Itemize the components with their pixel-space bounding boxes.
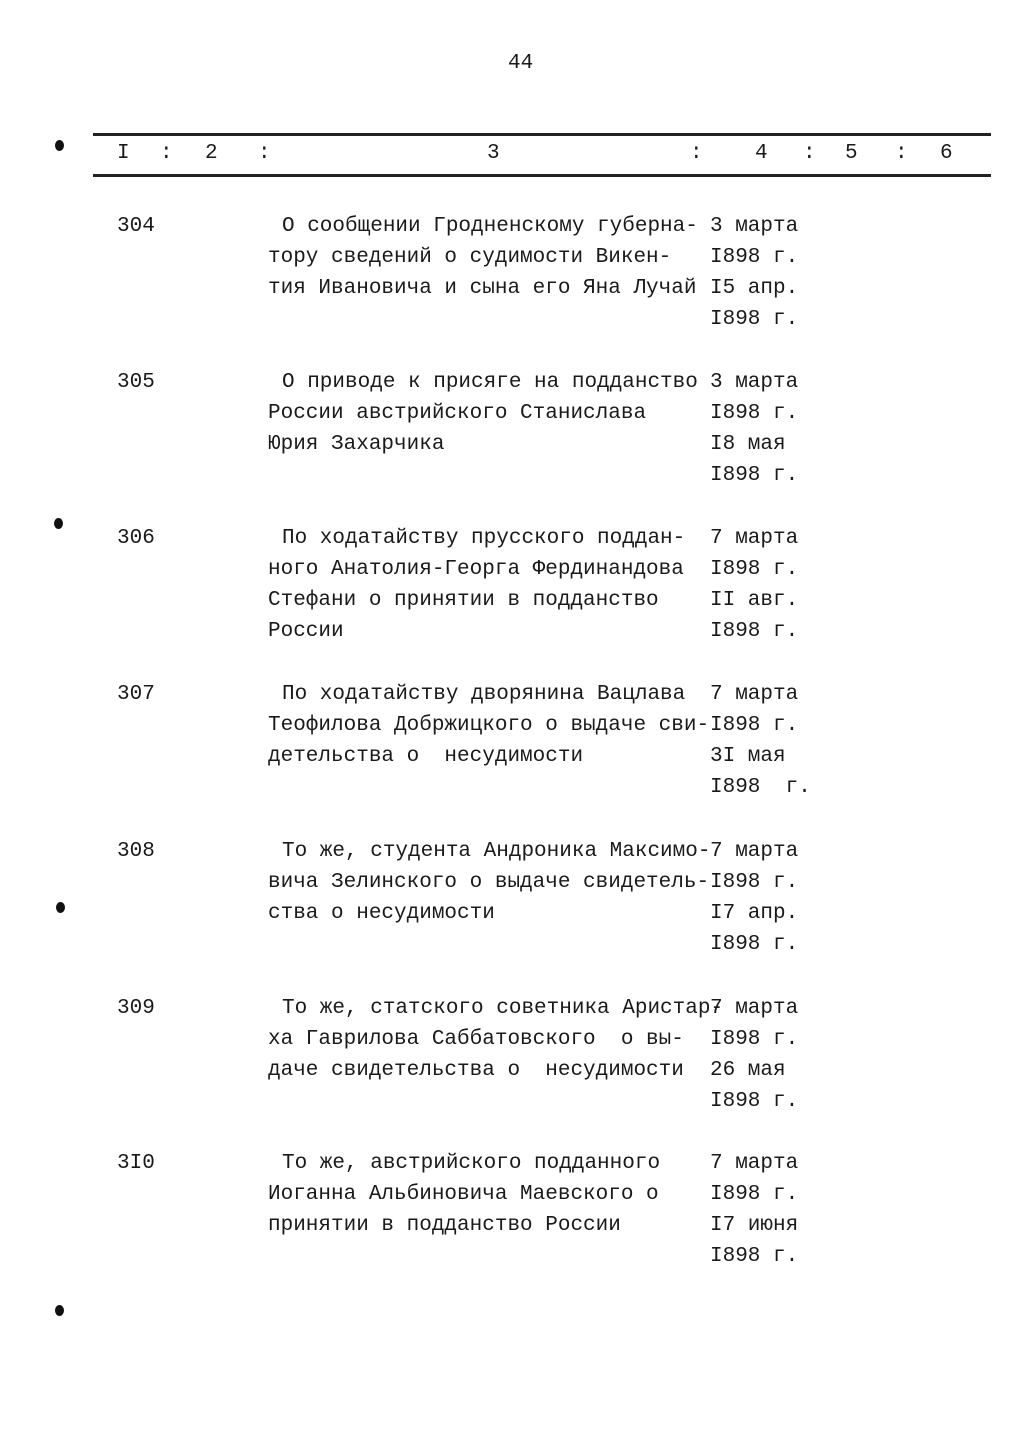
description-line: По ходатайству прусского поддан- [282, 527, 686, 550]
date-line: I898 г. [710, 1028, 799, 1051]
description-line: ства о несудимости [268, 902, 495, 925]
description-line: принятии в подданство России [268, 1214, 621, 1237]
description-line: Иоганна Альбиновича Маевского о [268, 1183, 659, 1206]
date-line: I898 г. [710, 933, 799, 956]
entry-dates [710, 523, 798, 647]
date-line: 7 марта [710, 683, 799, 706]
entry-dates [710, 367, 798, 491]
entry-description [268, 1148, 660, 1241]
date-line: I898 г. [710, 776, 811, 799]
punch-mark [55, 1305, 64, 1316]
column-header-2: 2 [205, 142, 218, 165]
description-line: О сообщении Гродненскому губерна- [282, 215, 698, 238]
date-line: 7 марта [710, 527, 799, 550]
description-line: даче свидетельства о несудимости [268, 1059, 684, 1082]
description-line: вича Зелинского о выдаче свидетель- [268, 871, 710, 894]
date-line: I898 г. [710, 1090, 799, 1113]
date-line: I898 г. [710, 1245, 799, 1268]
header-top-rule [93, 133, 991, 136]
date-line: II авг. [710, 589, 799, 612]
entry-description [268, 211, 698, 304]
entry-number: 304 [117, 215, 155, 238]
column-separator: : [258, 142, 271, 165]
column-header-5: 5 [845, 142, 858, 165]
date-line: I898 г. [710, 308, 799, 331]
entry-number: 308 [117, 840, 155, 863]
description-line: России австрийского Станислава [268, 402, 647, 425]
column-header-6: 6 [940, 142, 953, 165]
column-separator: : [803, 142, 816, 165]
date-line: I8 мая [710, 433, 786, 456]
date-line: I898 г. [710, 714, 799, 737]
date-line: I898 г. [710, 871, 799, 894]
page-number: 44 [508, 52, 534, 75]
entry-description [268, 367, 698, 460]
description-line: тору сведений о судимости Викен- [268, 246, 672, 269]
punch-mark [55, 140, 64, 151]
entry-description [268, 993, 723, 1086]
description-line: России [268, 620, 344, 643]
description-line: О приводе к присяге на подданство [282, 371, 698, 394]
description-line: тия Ивановича и сына его Яна Лучай [268, 277, 697, 300]
description-line: ха Гаврилова Саббатовского о вы- [268, 1028, 684, 1051]
date-line: 3 марта [710, 371, 799, 394]
date-line: I898 г. [710, 1183, 799, 1206]
header-bottom-rule [93, 174, 991, 177]
date-line: 7 марта [710, 1152, 799, 1175]
description-line: Стефани о принятии в подданство [268, 589, 659, 612]
description-line: По ходатайству дворянина Вацлава [282, 683, 686, 706]
entry-number: 3I0 [117, 1152, 155, 1175]
date-line: I7 апр. [710, 902, 799, 925]
column-separator: : [895, 142, 908, 165]
description-line: Теофилова Добржицкого о выдаче сви- [268, 714, 710, 737]
entry-number: 307 [117, 683, 155, 706]
description-line: детельства о несудимости [268, 745, 584, 768]
date-line: 7 марта [710, 997, 799, 1020]
description-line: ного Анатолия-Георга Фердинандова [268, 558, 684, 581]
date-line: 26 мая [710, 1059, 786, 1082]
entry-number: 305 [117, 371, 155, 394]
description-line: То же, статского советника Аристар- [282, 997, 724, 1020]
entry-dates [710, 836, 798, 960]
entry-dates [710, 993, 798, 1117]
entry-description [268, 679, 709, 772]
date-line: 3 марта [710, 215, 799, 238]
entry-dates [710, 1148, 798, 1272]
description-line: Юрия Захарчика [268, 433, 445, 456]
column-separator: : [160, 142, 173, 165]
entry-dates [710, 211, 798, 335]
punch-mark [54, 518, 63, 529]
entry-description [268, 523, 685, 647]
entry-description [268, 836, 710, 929]
date-line: I898 г. [710, 620, 799, 643]
entry-number: 309 [117, 997, 155, 1020]
entry-dates [710, 679, 811, 803]
entry-number: 306 [117, 527, 155, 550]
date-line: I898 г. [710, 402, 799, 425]
date-line: 3I мая [710, 745, 786, 768]
punch-mark [56, 902, 65, 913]
column-header-I: I [117, 142, 130, 165]
column-separator: : [690, 142, 703, 165]
column-header-3: 3 [487, 142, 500, 165]
date-line: I898 г. [710, 558, 799, 581]
date-line: I898 г. [710, 464, 799, 487]
column-header-4: 4 [755, 142, 768, 165]
description-line: То же, австрийского подданного [282, 1152, 661, 1175]
date-line: 7 марта [710, 840, 799, 863]
date-line: I898 г. [710, 246, 799, 269]
date-line: I7 июня [710, 1214, 799, 1237]
description-line: То же, студента Андроника Максимо- [282, 840, 711, 863]
date-line: I5 апр. [710, 277, 799, 300]
